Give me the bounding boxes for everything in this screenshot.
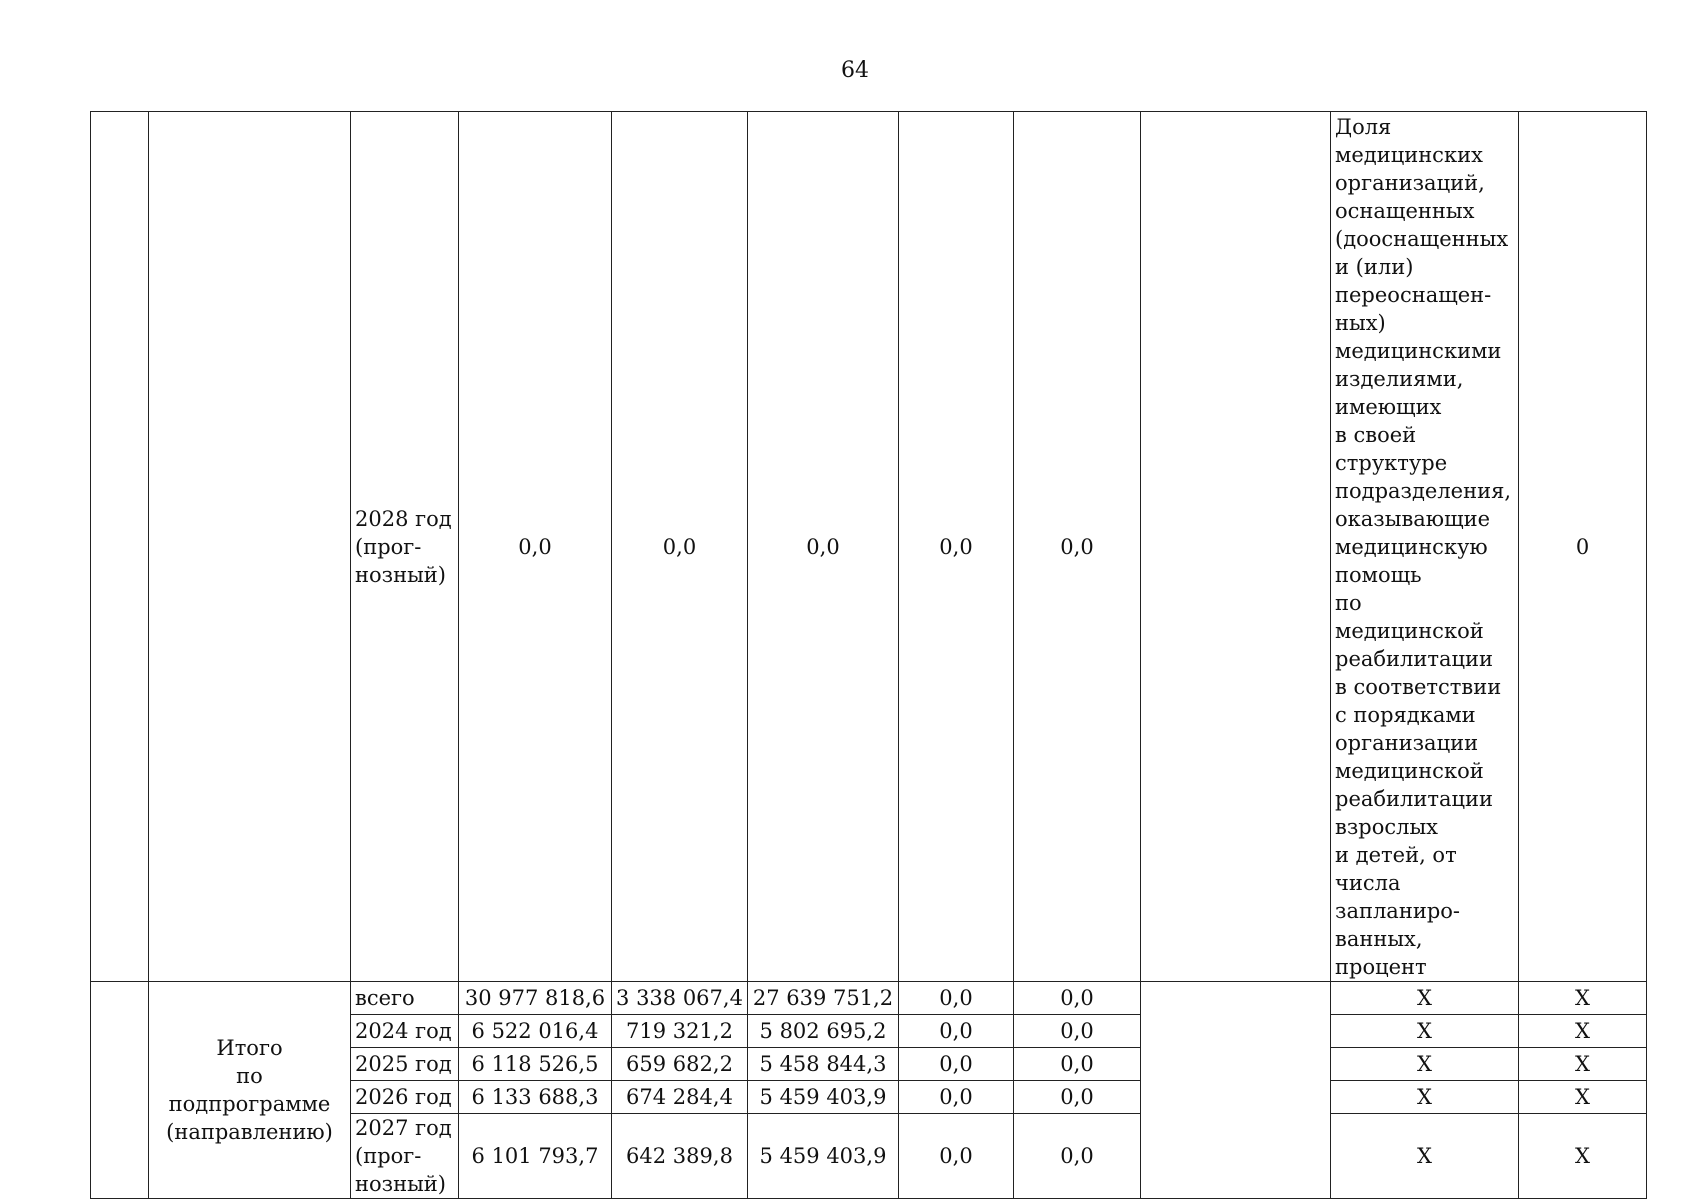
value-total-cell: 6 118 526,5 (459, 1048, 612, 1081)
indicator-value-cell: X (1519, 1114, 1647, 1199)
number-cell (91, 982, 149, 1199)
number-cell (91, 112, 149, 982)
value-total-cell: 6 133 688,3 (459, 1081, 612, 1114)
value-federal-cell: 3 338 067,4 (612, 982, 748, 1015)
value-local-cell: 0,0 (899, 1048, 1014, 1081)
value-other-cell: 0,0 (1014, 1114, 1141, 1199)
budget-table (90, 111, 1647, 1199)
value-regional-cell: 5 458 844,3 (748, 1048, 899, 1081)
value-total-cell: 6 522 016,4 (459, 1015, 612, 1048)
period-cell: 2024 год (351, 1015, 459, 1048)
value-local-cell: 0,0 (899, 1114, 1014, 1199)
value-total-cell: 30 977 818,6 (459, 982, 612, 1015)
value-regional-cell: 5 459 403,9 (748, 1114, 899, 1199)
indicator-description-cell: X (1331, 1048, 1519, 1081)
value-regional-cell: 0,0 (748, 112, 899, 982)
value-regional-cell: 5 459 403,9 (748, 1081, 899, 1114)
period-cell: всего (351, 982, 459, 1015)
value-other-cell: 0,0 (1014, 112, 1141, 982)
value-regional-cell: 27 639 751,2 (748, 982, 899, 1015)
indicator-value-cell: X (1519, 1081, 1647, 1114)
indicator-value-cell: 0 (1519, 112, 1647, 982)
value-other-cell: 0,0 (1014, 982, 1141, 1015)
value-other-cell: 0,0 (1014, 1015, 1141, 1048)
table-row (91, 112, 1647, 982)
indicator-value-cell: X (1519, 1048, 1647, 1081)
value-local-cell: 0,0 (899, 1081, 1014, 1114)
value-federal-cell: 674 284,4 (612, 1081, 748, 1114)
value-federal-cell: 0,0 (612, 112, 748, 982)
value-other-cell: 0,0 (1014, 1048, 1141, 1081)
value-regional-cell: 5 802 695,2 (748, 1015, 899, 1048)
value-local-cell: 0,0 (899, 982, 1014, 1015)
value-federal-cell: 719 321,2 (612, 1015, 748, 1048)
value-federal-cell: 642 389,8 (612, 1114, 748, 1199)
value-other-cell: 0,0 (1014, 1081, 1141, 1114)
summary-label-cell: Итого по подпрограмме (направлению) (149, 982, 351, 1199)
measure-name-cell (149, 112, 351, 982)
value-federal-cell: 659 682,2 (612, 1048, 748, 1081)
indicator-description-cell: X (1331, 1114, 1519, 1199)
indicator-description-cell: Доля медицинских организаций, оснащенных (дооснащенных и (или) переоснащен- ных) медицинскими изделиями, имеющих в своей структуре подразделения, оказывающие медицинскую помощь по медицинской реабилитации в соответствии с порядками организации медицинской реабилитации взрослых и детей, от числа запланиро- ванных, процент (1331, 112, 1519, 982)
value-local-cell: 0,0 (899, 112, 1014, 982)
period-cell: 2027 год (прог- нозный) (351, 1114, 459, 1199)
page-number: 64 (841, 58, 869, 83)
responsible-cell (1141, 112, 1331, 982)
responsible-cell (1141, 982, 1331, 1199)
indicator-description-cell: X (1331, 982, 1519, 1015)
value-total-cell: 6 101 793,7 (459, 1114, 612, 1199)
indicator-description-cell: X (1331, 1081, 1519, 1114)
period-cell: 2026 год (351, 1081, 459, 1114)
table-row (91, 982, 1647, 1015)
indicator-description-cell: X (1331, 1015, 1519, 1048)
value-local-cell: 0,0 (899, 1015, 1014, 1048)
period-cell: 2025 год (351, 1048, 459, 1081)
value-total-cell: 0,0 (459, 112, 612, 982)
period-cell: 2028 год (прог- нозный) (351, 112, 459, 982)
indicator-value-cell: X (1519, 1015, 1647, 1048)
indicator-value-cell: X (1519, 982, 1647, 1015)
